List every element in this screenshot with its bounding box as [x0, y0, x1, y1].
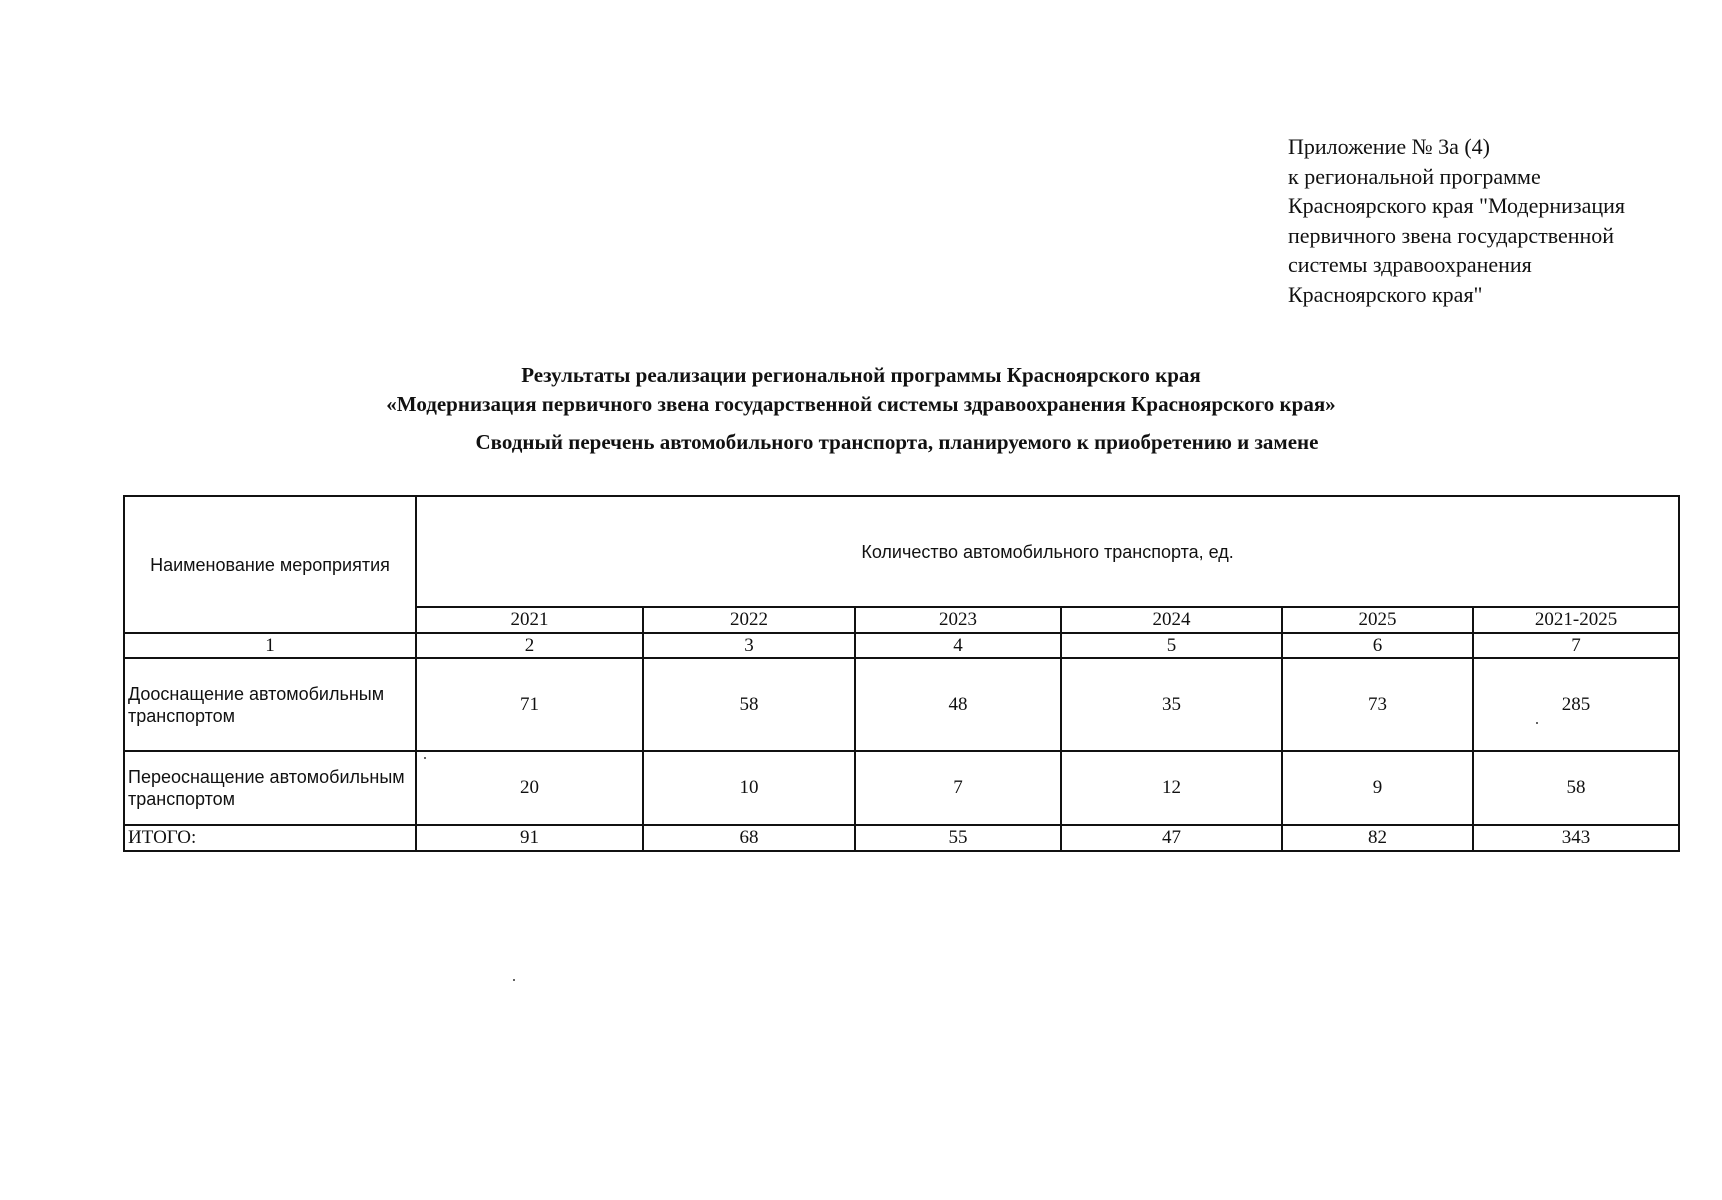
year-cell: 2025	[1282, 607, 1473, 633]
scan-speck	[424, 757, 426, 759]
value-cell: 73	[1282, 658, 1473, 751]
value-cell: 58	[643, 658, 855, 751]
document-subtitle: Сводный перечень автомобильного транспорта, планируемого к приобретению и замене	[475, 430, 1319, 454]
column-number-cell: 2	[416, 633, 643, 658]
value-cell: 48	[855, 658, 1061, 751]
appendix-line: Красноярского края"	[1288, 281, 1483, 307]
appendix-line: Красноярского края "Модернизация	[1288, 193, 1626, 218]
appendix-line: к региональной программе	[1288, 163, 1541, 189]
appendix-note	[1288, 132, 1708, 309]
value-cell: 9	[1282, 751, 1473, 825]
value-cell: 58	[1473, 751, 1679, 825]
total-row	[124, 825, 1679, 851]
total-value-cell: 68	[643, 825, 855, 851]
appendix-line: Приложение № 3а (4)	[1288, 134, 1490, 159]
column-number-cell: 1	[124, 633, 416, 658]
total-value-cell: 91	[416, 825, 643, 851]
column-number-cell: 4	[855, 633, 1061, 658]
total-value-cell: 343	[1473, 825, 1679, 851]
header-row	[124, 496, 1679, 607]
value-cell: 20	[416, 751, 643, 825]
value-cell: 71	[416, 658, 643, 751]
value-cell: 35	[1061, 658, 1282, 751]
header-quantity-cell: Количество автомобильного транспорта, ед.	[416, 496, 1679, 607]
column-number-cell: 3	[643, 633, 855, 658]
column-number-cell: 5	[1061, 633, 1282, 658]
scan-speck	[1536, 722, 1538, 724]
total-value-cell: 55	[855, 825, 1061, 851]
row-name-cell: Дооснащение автомобильным транспортом	[124, 658, 416, 751]
value-cell: 7	[855, 751, 1061, 825]
appendix-line: первичного звена государственной	[1288, 222, 1615, 248]
total-value-cell: 82	[1282, 825, 1473, 851]
total-label-cell: ИТОГО:	[124, 825, 416, 851]
document-title-line-1: Результаты реализации региональной программы Красноярского края	[521, 363, 1201, 387]
year-cell: 2021	[416, 607, 643, 633]
column-number-cell: 7	[1473, 633, 1679, 658]
document-title-line-2: «Модернизация первичного звена государственной системы здравоохранения Красноярского края»	[386, 392, 1336, 416]
year-cell: 2021-2025	[1473, 607, 1679, 633]
transport-table	[123, 495, 1680, 852]
appendix-line: системы здравоохранения	[1288, 252, 1532, 277]
header-name-cell: Наименование мероприятия	[124, 496, 416, 633]
value-cell: 12	[1061, 751, 1282, 825]
column-number-row	[124, 633, 1679, 658]
column-number-cell: 6	[1282, 633, 1473, 658]
value-cell: 10	[643, 751, 855, 825]
scan-speck	[513, 979, 515, 981]
year-cell: 2024	[1061, 607, 1282, 633]
year-cell: 2022	[643, 607, 855, 633]
row-name-cell: Переоснащение автомобильным транспортом	[124, 751, 416, 825]
year-cell: 2023	[855, 607, 1061, 633]
total-value-cell: 47	[1061, 825, 1282, 851]
value-cell: 285	[1473, 658, 1679, 751]
table-row	[124, 751, 1679, 825]
table-row	[124, 658, 1679, 751]
